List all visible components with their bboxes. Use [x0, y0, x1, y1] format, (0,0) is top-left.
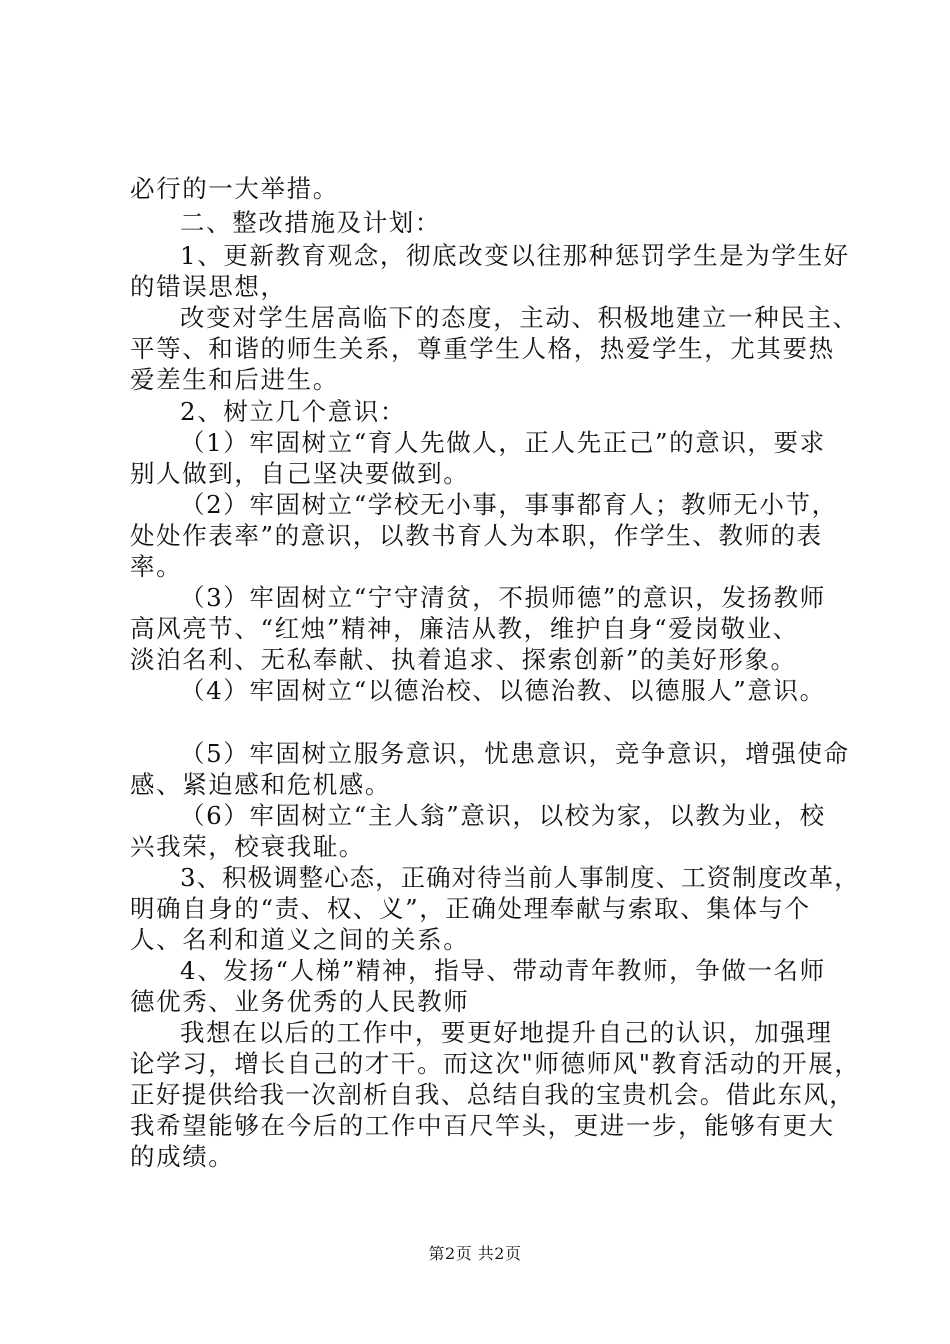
- text-line: 论学习，增长自己的才干。而这次"师德师风"教育活动的开展，: [130, 1049, 861, 1078]
- text-line: 我希望能够在今后的工作中百尺竿头，更进一步，能够有更大: [130, 1111, 835, 1140]
- text-line: 感、紧迫感和危机感。: [130, 770, 391, 799]
- text-line: 高风亮节、“红烛”精神，廉洁从教，维护自身“爱岗敬业、: [130, 614, 799, 643]
- text-line: 2、树立几个意识：: [180, 397, 406, 426]
- text-line: 必行的一大举措。: [130, 174, 339, 203]
- text-line: 平等、和谐的师生关系，尊重学生人格，热爱学生，尤其要热: [130, 334, 835, 363]
- text-line: 明确自身的“责、权、义”，正确处理奉献与索取、集体与个: [130, 894, 811, 923]
- text-line: 的成绩。: [130, 1142, 235, 1171]
- text-line: 1、更新教育观念，彻底改变以往那种惩罚学生是为学生好: [180, 241, 850, 270]
- text-line: （3）牢固树立“宁守清贫，不损师德”的意识，发扬教师: [180, 583, 826, 612]
- text-line: 3、积极调整心态，正确对待当前人事制度、工资制度改革，: [180, 863, 860, 892]
- text-line: 4、发扬“人梯”精神，指导、带动青年教师，争做一名师: [180, 956, 826, 985]
- text-line: 淡泊名利、无私奉献、执着追求、探索创新”的美好形象。: [130, 645, 797, 674]
- text-line: 人、名利和道义之间的关系。: [130, 925, 470, 954]
- text-line: 兴我荣，校衰我耻。: [130, 832, 365, 861]
- text-line: 改变对学生居高临下的态度，主动、积极地建立一种民主、: [180, 303, 859, 332]
- page-number: 第2页 共2页: [428, 1244, 522, 1263]
- text-line: （1）牢固树立“育人先做人，正人先正己”的意识，要求: [180, 428, 826, 457]
- text-line: （6）牢固树立“主人翁”意识，以校为家，以教为业，校: [180, 801, 826, 830]
- text-line: 别人做到，自己坚决要做到。: [130, 459, 470, 488]
- section-heading: 二、整改措施及计划：: [180, 208, 441, 237]
- text-line: （5）牢固树立服务意识，忧患意识，竞争意识，增强使命: [180, 739, 850, 768]
- text-line: 处处作表率”的意识，以教书育人为本职，作学生、教师的表: [130, 521, 823, 550]
- text-line: （4）牢固树立“以德治校、以德治教、以德服人”意识。: [180, 676, 826, 705]
- text-line: 我想在以后的工作中，要更好地提升自己的认识，加强理: [180, 1018, 833, 1047]
- text-line: 正好提供给我一次剖析自我、总结自我的宝贵机会。借此东风，: [130, 1080, 856, 1109]
- text-line: （2）牢固树立“学校无小事，事事都育人；教师无小节，: [180, 490, 838, 519]
- text-line: 爱差生和后进生。: [130, 365, 339, 394]
- text-line: 德优秀、业务优秀的人民教师: [130, 987, 470, 1016]
- text-line: 的错误思想，: [130, 272, 287, 301]
- text-line: 率。: [130, 552, 183, 581]
